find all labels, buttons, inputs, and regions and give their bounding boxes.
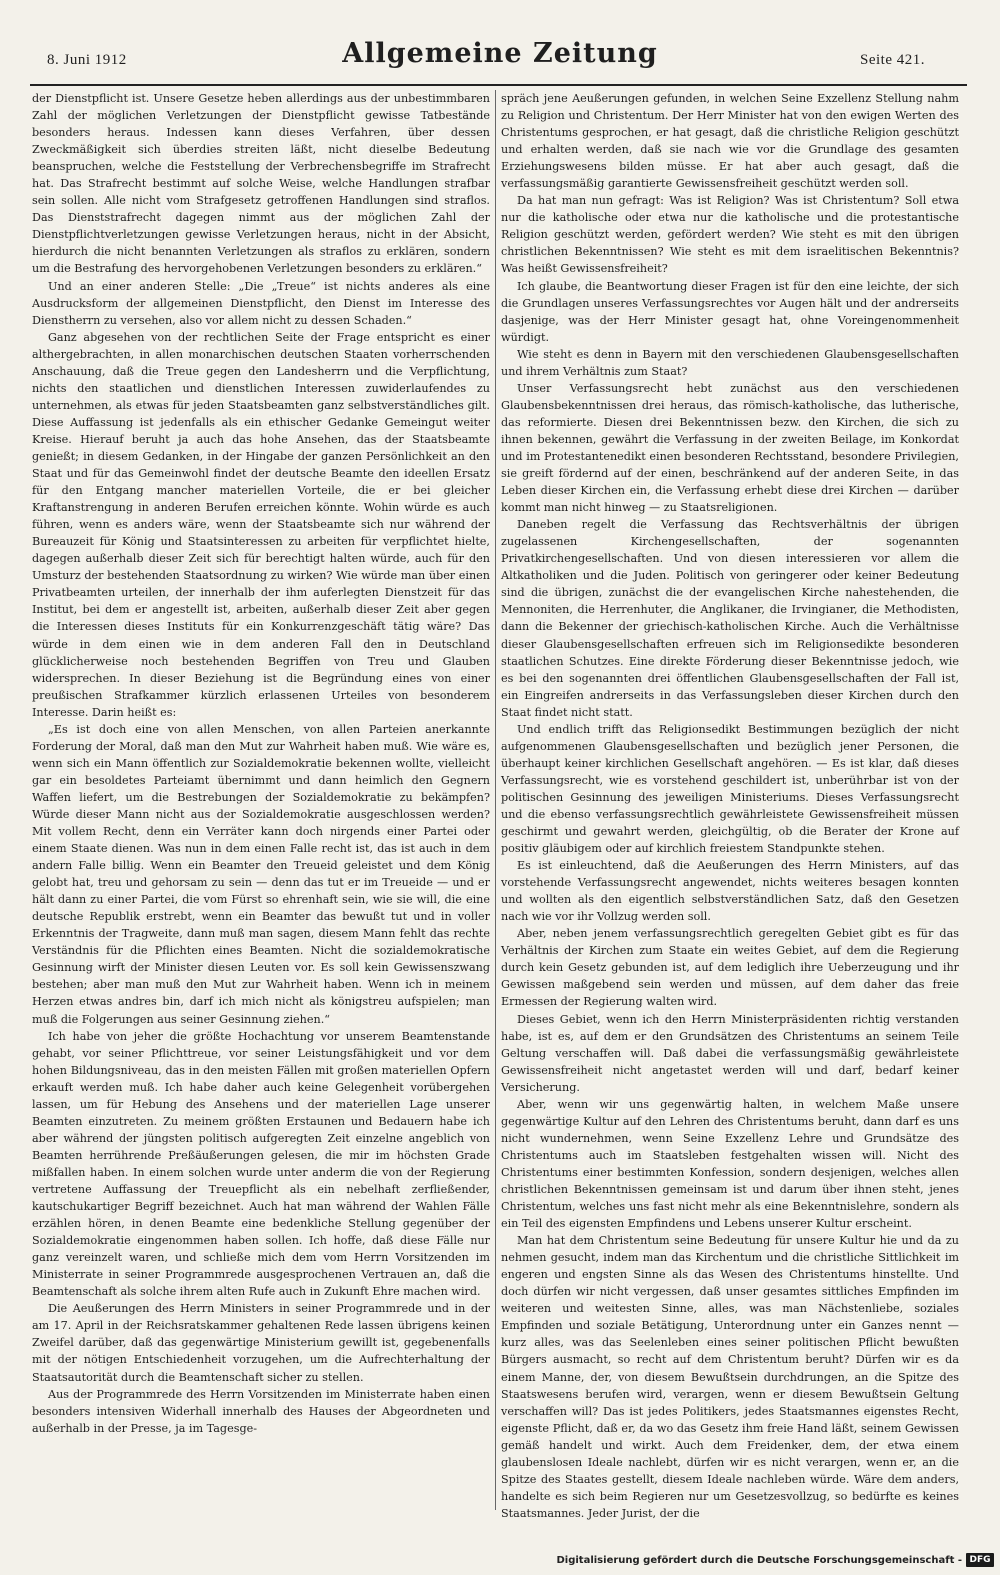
masthead-title: Allgemeine Zeitung — [342, 38, 658, 69]
paragraph: Und endlich trifft das Religionsedikt Bestimmungen bezüglich der nicht aufgenommenen Glaubensgesellschaften und bezüglich jener Personen, die überhaupt keiner kirchlichen Gesellschaft angehören. — Es ist klar, daß dieses Verfassungsrecht, wie es vorstehend geschildert ist, unberührbar ist von der politischen Gesinnung des jeweiligen Ministeriums. Dieses Verfassungsrecht und die ebenso verfassungsrechtlich gewährleistete Gewissensfreiheit müssen geschirmt und gewahrt werden, gleichgültig, ob die Berater der Krone auf positiv gläubigem oder auf kirchlich freiestem Standpunkte stehen. — [501, 722, 959, 856]
paragraph: Ganz abgesehen von der rechtlichen Seite der Frage entspricht es einer althergebrachten, in allen monarchischen deutschen Staaten vorherrschenden Anschauung, daß die Treue gegen den Landesherrn und die Verpflichtung, nichts den staatlichen und dienstlichen Interessen zuwiderlaufendes zu unternehmen, als etwas für jeden Staatsbeamten ganz selbstverständliches gilt. Diese Auffassung ist jedenfalls als ein ethischer Gedanke Gemeingut weiter Kreise. Hierauf beruht ja auch das hohe Ansehen, das der Staatsbeamte genießt; in diesem Gedanken, in der Hingabe der ganzen Persönlichkeit an den Staat und für das Gemeinwohl findet der deutsche Beamte den ideellen Ersatz für den Entgang mancher materiellen Vorteile, die er bei gleicher Kraftanstrengung in anderen Berufen erreichen könnte. Wohin würde es auch führen, wenn es anders wäre, wenn der Staatsbeamte sich nur während der Bureauzeit für König und Staatsinteressen zu arbeiten für verpflichtet hielte, dagegen außerhalb dieser Zeit sich für berechtigt halten würde, auch für den Umsturz der bestehenden Staatsordnung zu wirken? Wie würde man über einen Privatbeamten urteilen, der innerhalb der ihm auferlegten Dienstzeit für das Institut, bei dem er angestellt ist, arbeiten, außerhalb dieser Zeit aber gegen die Interessen dieses Instituts für ein Konkurrenzgeschäft tätig wäre? Das würde in dem einen wie in dem anderen Fall den in Deutschland glücklicherweise noch bestehenden Begriffen von Treu und Glauben widersprechen. In dieser Beziehung ist die Begründung eines von einer preußischen Strafkammer kürzlich erlassenen Urteiles von besonderem Interesse. Darin heißt es: — [32, 330, 490, 719]
quote-paragraph: „Es ist doch eine von allen Menschen, von allen Parteien anerkannte Forderung der Moral, daß man den Mut zur Wahrheit haben muß. Wie wäre es, wenn sich ein Mann öffentlich zur Sozialdemokratie bekennen wollte, vielleicht gar ein besoldetes Parteiamt übernimmt und dann heimlich den Gegnern Waffen liefert, um die Bestrebungen der Sozialdemokratie zu bekämpfen? Würde dieser Mann nicht aus der Sozialdemokratie ausgeschlossen werden? Mit vollem Recht, denn ein Verräter kann doch nirgends einer Partei oder einem Staate dienen. Was nun in dem einen Falle recht ist, das ist auch in dem andern Falle billig. Wenn ein Beamter den Treueid geleistet und dem König gelobt hat, treu und gehorsam zu sein — denn das tut er im Treueide — und er hält dann zu einer Partei, die vom Fürst so ehrenhaft sein, wie sie will, die eine deutsche Republik erstrebt, wenn ein Beamter das bewußt tut und in voller Erkenntnis der Tragweite, dann muß man sagen, diesem Mann fehlt das rechte Verständnis für die Pflichten eines Beamten. Nicht die sozialdemokratische Gesinnung wirft der Minister diesen Leuten vor. Es soll kein Gewissenszwang bestehen; aber man muß den Mut zur Wahrheit haben. Wenn ich in meinem Herzen etwas andres bin, darf ich mich nicht als königstreu aufspielen; man muß die Folgerungen aus seiner Gesinnung ziehen.“ — [32, 722, 490, 1026]
header-rule — [30, 84, 967, 86]
paragraph: Ich habe von jeher die größte Hochachtung vor unserem Beamtenstande gehabt, vor seiner Pflichttreue, vor seiner Leistungsfähigkeit und vor dem hohen Bildungsniveau, das in den meisten Fällen mit großen materiellen Opfern erkauft werden muß. Ich habe daher auch keine Gelegenheit vorübergehen lassen, um für Hebung des Ansehens und der materiellen Lage unserer Beamten einzutreten. Zu meinem größten Erstaunen und Bedauern habe ich aber während der jüngsten politisch aufgeregten Zeit einzelne angeblich von Beamten herrührende Preßäußerungen gelesen, die mir im höchsten Grade mißfallen haben. In einem solchen wurde unter anderm die von der Regierung vertretene Auffassung der Treuepflicht als ein nebelhaft zerfließender, kautschukartiger Begriff bezeichnet. Auch hat man während der Wahlen Fälle erzählen hören, in denen Beamte eine bedenkliche Stellung gegenüber der Sozialdemokratie eingenommen haben sollen. Ich hoffe, daß diese Fälle nur ganz vereinzelt waren, und schließe mich dem vom Herrn Vorsitzenden im Ministerrate in seiner Programmrede ausgesprochenen Vertrauen an, daß die Beamtenschaft als solche ihrem alten Rufe auch in Zukunft Ehre machen wird. — [32, 1029, 490, 1299]
page-header — [30, 38, 970, 84]
right-column — [501, 90, 959, 1520]
paragraph: Und an einer anderen Stelle: „Die „Treue“ ist nichts anderes als eine Ausdrucksform der allgemeinen Dienstpflicht, den Dienst im Interesse des Dienstherrn zu versehen, also vor allem nicht zu dessen Schaden.“ — [32, 279, 490, 327]
paragraph: Daneben regelt die Verfassung das Rechtsverhältnis der übrigen zugelassenen Kirchengesellschaften, der sogenannten Privatkirchengesellschaften. Und von diesen interessieren vor allem die Altkatholiken und die Juden. Politisch von geringerer oder keiner Bedeutung sind die übrigen, zunächst die der evangelischen Kirche nahestehenden, die Mennoniten, die Herrenhuter, die Anglikaner, die Irvingianer, die Methodisten, dann die Bekenner der griechisch-katholischen Kirche. Auch die Verhältnisse dieser Glaubensgesellschaften erfreuen sich im Religionsedikte besonderen staatlichen Schutzes. Eine direkte Förderung dieser Bekenntnisse jedoch, wie es bei den sogenannten drei öffentlichen Glaubensgesellschaften der Fall ist, ein Eingreifen andrerseits in das Verfassungsleben dieser Kirchen durch den Staat findet nicht statt. — [501, 518, 959, 719]
paragraph: Aber, wenn wir uns gegenwärtig halten, in welchem Maße unsere gegenwärtige Kultur auf den Lehren des Christentums beruht, dann darf es uns nicht wundernehmen, wenn Seine Exzellenz Lehre und Grundsätze des Christentums auch im Staatsleben festgehalten wissen will. Nicht des Christentums einer bestimmten Konfession, sondern desjenigen, welches allen christlichen Bekenntnissen gemeinsam ist und darum über ihnen steht, jenes Christentum, welches uns fast nicht mehr als eine Bekenntnislehre, sondern als ein Teil des eigensten Empfindens und Lebens unserer Kultur erscheint. — [501, 1097, 959, 1231]
column-divider — [495, 90, 496, 1510]
paragraph: Es ist einleuchtend, daß die Aeußerungen des Herrn Ministers, auf das vorstehende Verfassungsrecht angewendet, nichts weiteres besagen konnten und wollten als den eigentlich selbstverständlichen Satz, daß den Gesetzen nach wie vor ihr Vollzug werden soll. — [501, 859, 959, 924]
left-column — [32, 90, 490, 1510]
page-number: Seite 421. — [860, 52, 925, 68]
issue-date: 8. Juni 1912 — [47, 52, 127, 68]
paragraph: Ich glaube, die Beantwortung dieser Fragen ist für den eine leichte, der sich die Grundlagen unseres Verfassungsrechtes vor Augen hält und der andrerseits dasjenige, was der Herr Minister gesagt hat, ohne Voreingenommenheit würdigt. — [501, 279, 959, 344]
paragraph: Aus der Programmrede des Herrn Vorsitzenden im Ministerrate haben einen besonders intensiven Widerhall innerhalb des Hauses der Abgeordneten und außerhalb in der Presse, ja im Tagesge- — [32, 1387, 490, 1435]
paragraph: Da hat man nun gefragt: Was ist Religion? Was ist Christentum? Soll etwa nur die katholische oder etwa nur die katholische und die protestantische Religion geschützt werden, gefördert werden? Wie steht es mit den übrigen christlichen Bekenntnissen? Wie steht es mit dem israelitischen Bekenntnis? Was heißt Gewissensfreiheit? — [501, 194, 959, 276]
paragraph: Man hat dem Christentum seine Bedeutung für unsere Kultur hie und da zu nehmen gesucht, indem man das Kirchentum und die christliche Sittlichkeit im engeren und engsten Sinne als das Wesen des Christentums hinstellte. Und doch dürfen wir nicht vergessen, daß unser gesamtes sittliches Empfinden im weiteren und weitesten Sinne, alles, was man Nächstenliebe, soziales Empfinden und soziale Betätigung, Unterordnung unter ein Ganzes nennt — kurz alles, was das Seelenleben eines seiner politischen Pflicht bewußten Bürgers ausmacht, so recht auf dem Christentum beruht? Dürfen wir es da einem Manne, der, von diesem Bewußtsein durchdrungen, an die Spitze des Staatswesens berufen wird, verargen, wenn er diesem Bewußtsein Geltung verschaffen will? Das ist jedes Politikers, jedes Staatsmannes eigenstes Recht, eigenste Pflicht, daß er, da wo das Gesetz ihm freie Hand läßt, seinem Gewissen gemäß handelt und wirkt. Auch dem Freidenker, dem, der etwa einem glaubenslosen Ideale nachlebt, dürfen wir es nicht verargen, wenn er, an die Spitze des Staates gestellt, diesem Ideale nachleben würde. Wäre dem anders, handelte es sich beim Regieren nur um Gesetzesvollzug, so bedürfte es keines Staatsmannes. Jeder Jurist, der die — [501, 1234, 959, 1520]
footer-credit: Digitalisierung gefördert durch die Deutsche Forschungsgemeinschaft - — [556, 1554, 962, 1566]
paragraph: Dieses Gebiet, wenn ich den Herrn Ministerpräsidenten richtig verstanden habe, ist es, auf dem er den Grundsätzen des Christentums an seinem Teile Geltung verschaffen will. Daß dabei die verfassungsmäßig gewährleistete Gewissensfreiheit nicht angetastet werden will und darf, bedarf keiner Versicherung. — [501, 1012, 959, 1094]
paragraph: Unser Verfassungsrecht hebt zunächst aus den verschiedenen Glaubensbekenntnissen drei heraus, das römisch-katholische, das lutherische, das reformierte. Diesen drei Bekenntnissen bezw. den Kirchen, die sich zu ihnen bekennen, gewährt die Verfassung in der zweiten Beilage, im Konkordat und im Protestantenedikt einen besonderen Rechtsstand, besondere Privilegien, sie greift fördernd auf der einen, beschränkend auf der anderen Seite, in das Leben dieser Kirchen ein, die Verfassung erhebt diese drei Kirchen — darüber kommt man nicht hinweg — zu Staatsreligionen. — [501, 381, 959, 515]
paragraph: Die Aeußerungen des Herrn Ministers in seiner Programmrede und in der am 17. April in der Reichsratskammer gehaltenen Rede lassen übrigens keinen Zweifel darüber, daß das gegenwärtige Ministerium gewillt ist, gegebenenfalls mit der nötigen Entschiedenheit vorzugehen, um die Aufrechterhaltung der Staatsautorität durch die Beamtenschaft sicher zu stellen. — [32, 1302, 490, 1384]
paragraph: der Dienstpflicht ist. Unsere Gesetze heben allerdings aus der unbestimmbaren Zahl der möglichen Verletzungen der Dienstpflicht gewisse Tatbestände besonders heraus. Indessen kann dieses Verfahren, über dessen Zweckmäßigkeit sich überdies streiten läßt, nicht dieselbe Bedeutung beanspruchen, welche die Feststellung der Verbrechensbegriffe im Strafrecht hat. Das Strafrecht bestimmt auf solche Weise, welche Handlungen strafbar sein sollen. Alle nicht vom Strafgesetz getroffenen Handlungen sind straflos. Das Dienststrafrecht dagegen nimmt aus der möglichen Zahl der Dienstpflichtverletzungen gewisse Verletzungen heraus, nicht in der Absicht, hierdurch die nicht benannten Verletzungen als straflos zu erklären, sondern um die Bestrafung des hervorgehobenen Verletzungen besonders zu erklären.“ — [32, 92, 490, 276]
paragraph: Aber, neben jenem verfassungsrechtlich geregelten Gebiet gibt es für das Verhältnis der Kirchen zum Staate ein weites Gebiet, auf dem die Regierung durch kein Gesetz gebunden ist, auf dem lediglich ihre Ueberzeugung und ihr Gewissen maßgebend sein werden und müssen, auf dem daher das freie Ermessen der Regierung walten wird. — [501, 927, 959, 1009]
paragraph: Wie steht es denn in Bayern mit den verschiedenen Glaubensgesellschaften und ihrem Verhältnis zum Staat? — [501, 347, 959, 378]
digitization-footer — [556, 1552, 994, 1568]
paragraph: spräch jene Aeußerungen gefunden, in welchen Seine Exzellenz Stellung nahm zu Religion und Christentum. Der Herr Minister hat von den ewigen Werten des Christentums gesprochen, er hat gesagt, daß die christliche Religion geschützt und erhalten werden, daß sie nach wie vor die Grundlage des gesamten Erziehungswesens bilden müsse. Er hat aber auch gesagt, daß die verfassungsmäßig garantierte Gewissensfreiheit geschützt werden soll. — [501, 92, 959, 191]
dfg-logo: DFG — [966, 1553, 994, 1567]
